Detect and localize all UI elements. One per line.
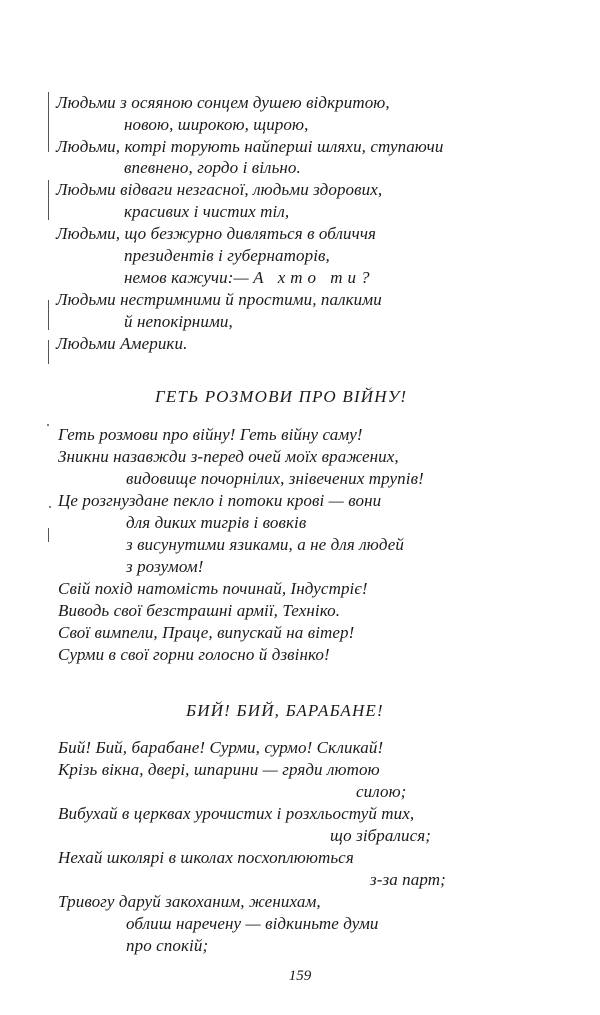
poem-title: БИЙ! БИЙ, БАРАБАНЕ! — [186, 701, 384, 720]
poem-line: силою; — [356, 782, 407, 801]
poem-line-text: немов кажучи:— — [124, 268, 254, 287]
margin-mark — [48, 528, 49, 542]
poem-line: для диких тигрів і вовків — [126, 513, 307, 532]
poem-line: з висунутими язиками, а не для людей — [126, 535, 404, 554]
poem-line: Свої вимпели, Праце, випускай на вітер! — [58, 623, 355, 642]
poem-line: красивих і чистих тіл, — [124, 202, 290, 221]
poem-line: Сурми в свої горни голосно й дзвінко! — [58, 645, 330, 664]
page-number: 159 — [288, 968, 312, 984]
poem-line: Зникни назавжди з-перед очей моїх вражених, — [58, 447, 399, 466]
poem-line: Людьми з осяяною сонцем душею відкритою, — [56, 93, 390, 112]
margin-mark — [48, 180, 49, 220]
poem-line: облиш наречену — відкиньте думи — [126, 914, 379, 933]
poem-line: Тривогу даруй закоханим, женихам, — [58, 892, 321, 911]
poem-line: що зібралися; — [330, 826, 432, 845]
spaced-phrase: А хто ти? — [253, 268, 375, 287]
poem-line: Свій похід натомість починай, Індустріє! — [58, 579, 368, 598]
poem-line: Геть розмови про війну! Геть війну саму! — [58, 425, 363, 444]
poem-line: Це розгнуздане пекло і потоки крові — вони — [58, 491, 382, 510]
poem-line: Вибухай в церквах урочистих і розхльостуй тих, — [58, 804, 415, 823]
poem-line — [124, 268, 375, 288]
poem-line: видовище почорнілих, знівечених трупів! — [126, 469, 424, 488]
poem-line: Людьми нестримними й простими, палкими — [56, 290, 382, 309]
margin-mark — [48, 340, 49, 364]
margin-mark — [48, 300, 49, 330]
poem-line: Людьми, що безжурно дивляться в обличчя — [56, 224, 377, 243]
poem-title: ГЕТЬ РОЗМОВИ ПРО ВІЙНУ! — [155, 387, 408, 406]
poem-line: Бий! Бий, барабане! Сурми, сурмо! Скликай! — [58, 738, 384, 757]
margin-mark — [48, 92, 49, 152]
poem-line: Нехай школярі в школах посхоплюються — [58, 848, 354, 867]
poem-line: з-за парт; — [370, 870, 446, 889]
poem-line: новою, широкою, щирою, — [124, 115, 309, 134]
poem-line: й непокірними, — [124, 312, 233, 331]
poem-line: президентів і губернаторів, — [124, 246, 330, 265]
poem-line: Людьми, котрі торують найперші шляхи, ступаючи — [56, 137, 444, 156]
margin-dot — [49, 506, 51, 508]
poem-line: Крізь вікна, двері, шпарини — гряди лютою — [58, 760, 380, 779]
poem-line: з розумом! — [126, 557, 204, 576]
poem-line: Людьми Америки. — [56, 334, 188, 353]
poem-line: Людьми відваги незгасної, людьми здорових, — [56, 180, 383, 199]
margin-dot — [47, 424, 49, 426]
poem-line: про спокій; — [126, 936, 209, 955]
poem-line: Виводь свої безстрашні армії, Техніко. — [58, 601, 341, 620]
poem-line: впевнено, гордо і вільно. — [124, 158, 301, 177]
